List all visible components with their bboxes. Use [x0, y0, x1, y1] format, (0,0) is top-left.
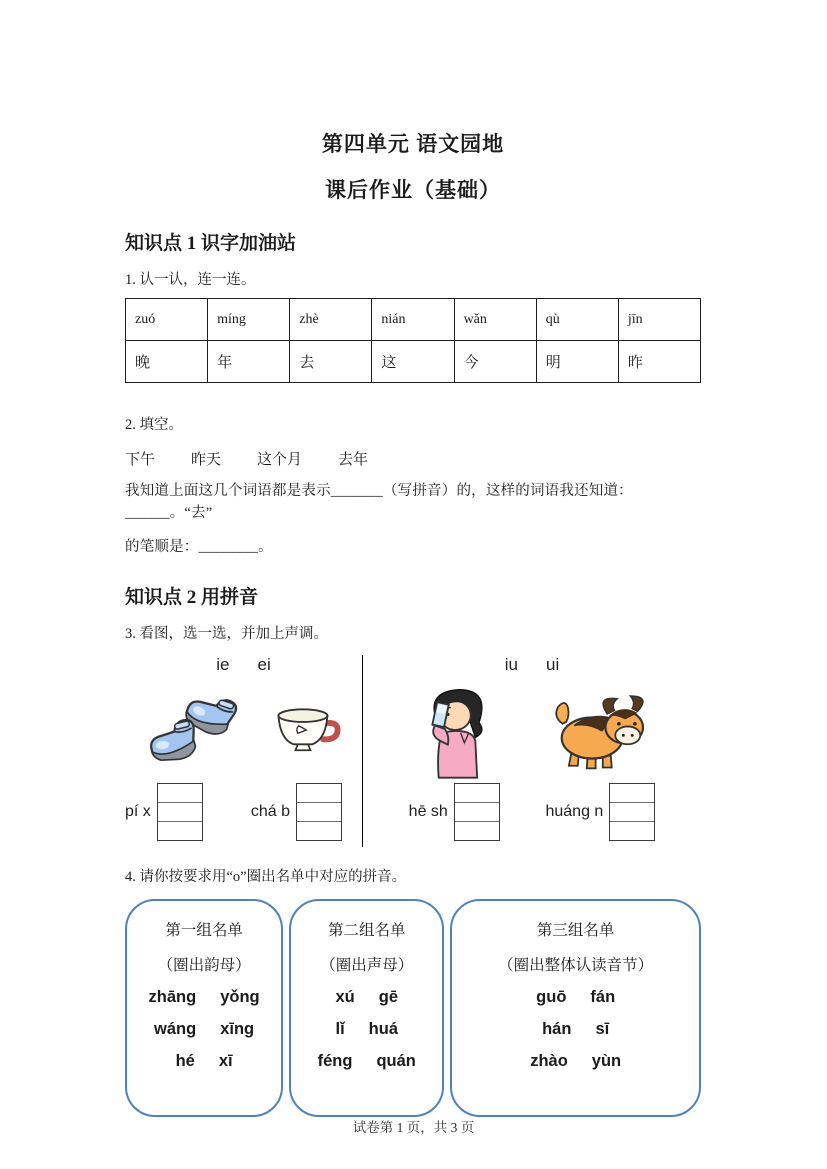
grid-cell [455, 821, 499, 840]
pinyin-cell: wǎn [454, 299, 536, 341]
group-pinyin-row [154, 1020, 254, 1039]
pinyin-name: yùn [591, 1052, 622, 1071]
group-subtitle: （圈出整体认读音节） [498, 957, 654, 975]
q3-answer-label: hē sh [408, 803, 448, 821]
pinyin-cell: zuó [126, 299, 208, 341]
grid-cell [158, 784, 202, 802]
pinyin-name: xī [218, 1052, 233, 1071]
pinyin-name: yǒng [220, 988, 260, 1007]
group-pinyin-row [536, 988, 615, 1007]
group-subtitle: （圈出韵母） [157, 957, 251, 975]
group-pinyin-row [149, 988, 260, 1007]
group-title: 第一组名单 [165, 922, 243, 940]
q3-left-column [125, 655, 363, 847]
pinyin-name: sī [595, 1020, 610, 1039]
q3-exercise-area [125, 655, 701, 847]
q4-prompt: 4. 请你按要求用“o”圈出名单中对应的拼音。 [125, 869, 407, 886]
q2-prompt: 2. 填空。 [125, 417, 183, 433]
group-pinyin-row [335, 1020, 398, 1039]
grid-cell [158, 821, 202, 840]
page-title: 第四单元 语文园地 [321, 132, 505, 156]
q3-left-answers [125, 783, 362, 841]
q3-answer-item [125, 783, 203, 841]
q3-options-left [125, 655, 362, 675]
q3-prompt: 3. 看图，选一选，并加上声调。 [125, 626, 328, 643]
page-footer: 试卷第 1 页，共 3 页 [352, 1120, 475, 1135]
grid-cell [610, 784, 654, 802]
hanzi-cell: 昨 [618, 341, 700, 383]
pinyin-name: gē [378, 988, 398, 1007]
q3-right-column [363, 655, 701, 847]
pinyin-cell: míng [208, 299, 290, 341]
blue-shoes-image [147, 690, 245, 770]
pinyin-name: quán [376, 1052, 416, 1071]
q3-left-pictures [125, 679, 362, 781]
grid-cell [297, 784, 341, 802]
word-bank-item: 去年 [338, 452, 369, 468]
section2-heading: 知识点 2 用拼音 [125, 587, 259, 609]
pinyin-name: guō [536, 988, 567, 1007]
pinyin-row [126, 299, 701, 341]
group-title: 第三组名单 [536, 922, 615, 940]
pinyin-name: xú [335, 988, 355, 1007]
group-pinyin-row [542, 1020, 609, 1039]
teacup-image [270, 701, 346, 759]
q3-answer-label: pí x [125, 803, 151, 821]
q3-answer-item [545, 783, 655, 841]
pinyin-writing-box [296, 783, 342, 841]
q1-prompt: 1. 认一认，连一连。 [125, 272, 256, 288]
grid-cell [610, 821, 654, 840]
pinyin-name: féng [317, 1052, 353, 1071]
q3-right-answers [363, 783, 701, 841]
pinyin-name: xīng [220, 1020, 255, 1039]
syllable-option: ui [546, 655, 560, 675]
group-box-1 [125, 899, 283, 1117]
page-subtitle: 课后作业（基础） [325, 178, 501, 202]
q3-answer-label: chá b [250, 803, 290, 821]
group-pinyin-row [335, 988, 398, 1007]
word-bank-item: 下午 [125, 452, 156, 468]
hanzi-cell: 明 [536, 341, 618, 383]
hanzi-cell: 年 [208, 341, 290, 383]
pinyin-writing-box [157, 783, 203, 841]
pinyin-name: hán [542, 1020, 572, 1039]
pinyin-name: fán [590, 988, 616, 1007]
girl-drinking-water-image [413, 680, 501, 780]
hanzi-row [126, 341, 701, 383]
group-pinyin-row [530, 1052, 621, 1071]
q2-fill-line-1: 我知道上面这几个词语都是表示_______（写拼音）的，这样的词语我还知道：______。“去” [125, 483, 633, 521]
q3-options-right [363, 655, 701, 675]
syllable-option: ie [216, 655, 230, 675]
section1-heading: 知识点 1 识字加油站 [125, 233, 297, 254]
pinyin-hanzi-match-table [125, 298, 701, 383]
group-title: 第二组名单 [327, 922, 406, 940]
hanzi-cell: 去 [290, 341, 372, 383]
hanzi-cell: 晚 [126, 341, 208, 383]
pinyin-writing-box [609, 783, 655, 841]
hanzi-cell: 今 [454, 341, 536, 383]
pinyin-cell: zhè [290, 299, 372, 341]
q3-right-pictures [363, 679, 701, 781]
pinyin-name: huá [368, 1020, 398, 1039]
word-bank-item: 昨天 [191, 452, 222, 468]
q2-word-bank [125, 448, 701, 469]
pinyin-cell: jīn [618, 299, 700, 341]
pinyin-name: wáng [154, 1020, 197, 1039]
pinyin-writing-box [454, 783, 500, 841]
grid-cell [158, 802, 202, 821]
q2-fill-line-2: 的笔顺是：________。 [125, 538, 273, 555]
q4-group-boxes [125, 899, 701, 1117]
group-box-2 [289, 899, 444, 1117]
page-content [125, 0, 701, 1117]
group-subtitle: （圈出声母） [320, 957, 414, 975]
pinyin-cell: nián [372, 299, 454, 341]
q3-answer-label: huáng n [545, 803, 604, 821]
grid-cell [297, 802, 341, 821]
syllable-option: iu [504, 655, 518, 675]
pinyin-name: zhào [530, 1052, 568, 1071]
grid-cell [455, 784, 499, 802]
grid-cell [455, 802, 499, 821]
hanzi-cell: 这 [372, 341, 454, 383]
q3-answer-item [251, 783, 342, 841]
group-box-3 [450, 899, 701, 1117]
pinyin-cell: qù [536, 299, 618, 341]
pinyin-name: hé [175, 1052, 195, 1071]
q3-answer-item [409, 783, 500, 841]
group-pinyin-row [176, 1052, 233, 1071]
pinyin-name: lǐ [335, 1020, 345, 1039]
word-bank-item: 这个月 [257, 452, 303, 468]
pinyin-name: zhāng [148, 988, 197, 1007]
grid-cell [297, 821, 341, 840]
grid-cell [610, 802, 654, 821]
syllable-option: ei [257, 655, 271, 675]
ox-image [551, 688, 651, 772]
group-pinyin-row [318, 1052, 416, 1071]
